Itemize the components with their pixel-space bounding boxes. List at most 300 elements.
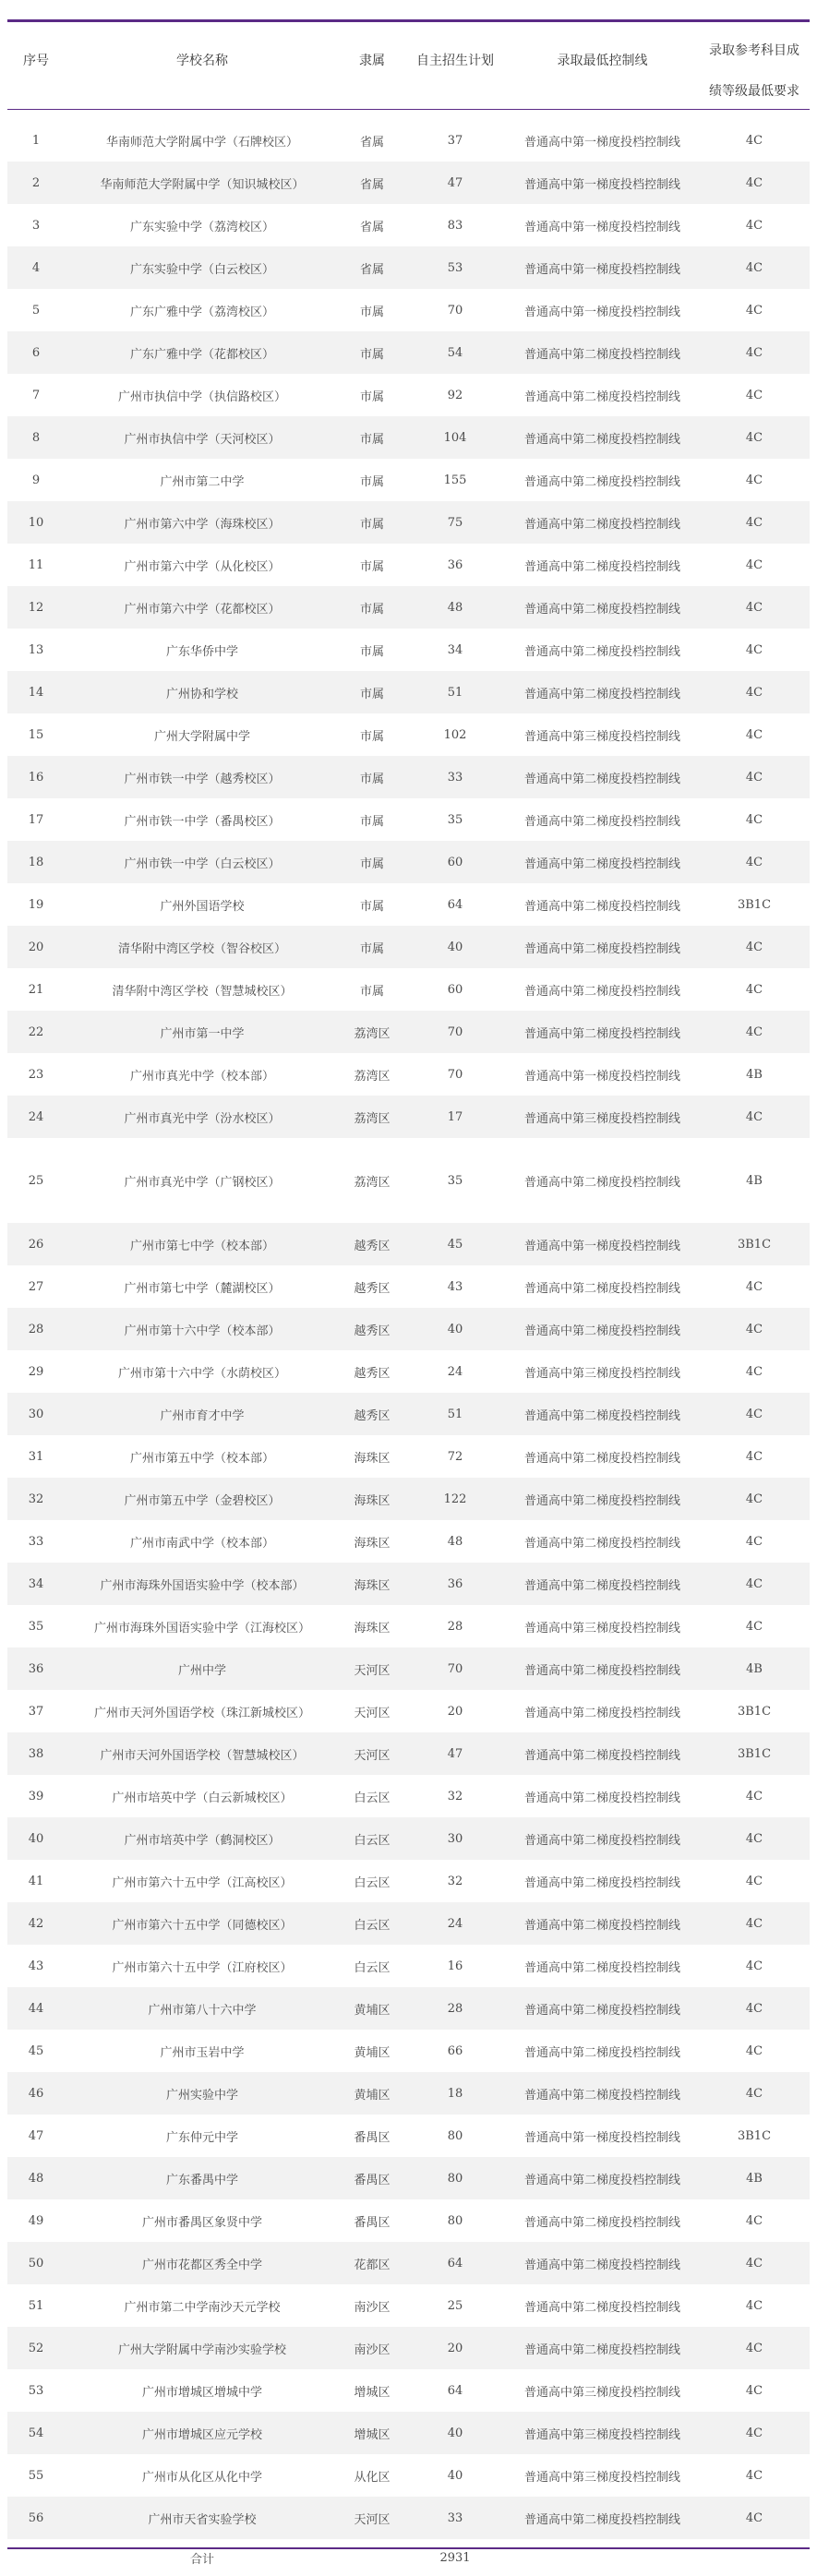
cell-control-line: 普通高中第二梯度投档控制线 xyxy=(523,1175,680,1190)
cell-grade-req: 4C xyxy=(745,1831,763,1846)
cell-school: 广州市真光中学（校本部） xyxy=(129,1069,274,1084)
cell-grade-req: 4C xyxy=(745,2043,763,2058)
cell-plan: 70 xyxy=(447,1024,463,1039)
cell-affiliation: 白云区 xyxy=(354,1875,390,1890)
cell-school: 广州市海珠外国语实验中学（校本部） xyxy=(100,1578,305,1593)
cell-plan: 72 xyxy=(447,1449,463,1464)
cell-school: 广州市第七中学（麓湖校区） xyxy=(124,1281,281,1296)
cell-school: 广东广雅中学（花都校区） xyxy=(129,347,274,362)
cell-control-line: 普通高中第二梯度投档控制线 xyxy=(523,644,680,659)
cell-school: 华南师范大学附属中学（石牌校区） xyxy=(105,135,298,150)
cell-plan: 80 xyxy=(447,2128,463,2143)
cell-school: 广东实验中学（荔湾校区） xyxy=(129,220,274,234)
cell-plan: 53 xyxy=(447,260,463,275)
table-row xyxy=(7,1138,810,1223)
table-row xyxy=(7,2497,810,2539)
cell-plan: 83 xyxy=(447,218,463,233)
cell-control-line: 普通高中第二梯度投档控制线 xyxy=(523,389,680,404)
cell-grade-req: 4C xyxy=(745,1279,763,1294)
cell-seq: 25 xyxy=(28,1173,44,1188)
table-row xyxy=(7,2072,810,2115)
cell-school: 广州市花都区秀全中学 xyxy=(141,2258,262,2272)
cell-grade-req: 4C xyxy=(745,770,763,785)
cell-affiliation: 市属 xyxy=(359,729,384,744)
cell-affiliation: 省属 xyxy=(359,220,384,234)
cell-grade-req: 4C xyxy=(745,473,763,487)
cell-grade-req: 4C xyxy=(745,1576,763,1591)
cell-seq: 42 xyxy=(28,1916,44,1931)
top-rule xyxy=(7,19,810,22)
cell-affiliation: 市属 xyxy=(359,559,384,574)
cell-school: 广州市培英中学（白云新城校区） xyxy=(112,1791,293,1805)
cell-plan: 102 xyxy=(443,727,467,742)
table-row xyxy=(7,1732,810,1775)
table-row xyxy=(7,926,810,968)
table-row xyxy=(7,1393,810,1435)
cell-seq: 40 xyxy=(28,1831,44,1846)
cell-control-line: 普通高中第三梯度投档控制线 xyxy=(523,1111,680,1126)
cell-affiliation: 番禺区 xyxy=(354,2130,390,2145)
cell-plan: 40 xyxy=(447,940,463,954)
cell-grade-req: 4C xyxy=(745,345,763,360)
cell-school: 广州市增城区增城中学 xyxy=(141,2385,262,2400)
cell-control-line: 普通高中第二梯度投档控制线 xyxy=(523,772,680,786)
cell-affiliation: 市属 xyxy=(359,984,384,999)
cell-school: 广州市天河外国语学校（智慧城校区） xyxy=(100,1748,305,1763)
cell-control-line: 普通高中第二梯度投档控制线 xyxy=(523,814,680,829)
cell-plan: 64 xyxy=(447,2256,463,2270)
cell-seq: 27 xyxy=(28,1279,44,1294)
cell-grade-req: 4C xyxy=(745,1789,763,1803)
table-row xyxy=(7,586,810,629)
cell-seq: 33 xyxy=(28,1534,44,1549)
table-row xyxy=(7,1563,810,1605)
cell-affiliation: 天河区 xyxy=(354,1663,390,1678)
cell-affiliation: 天河区 xyxy=(354,1748,390,1763)
cell-affiliation: 市属 xyxy=(359,474,384,489)
table-row xyxy=(7,798,810,841)
empty-cell xyxy=(7,2539,65,2576)
cell-seq: 49 xyxy=(28,2213,44,2228)
cell-plan: 45 xyxy=(447,1237,463,1252)
table-row xyxy=(7,1902,810,1945)
cell-affiliation: 市属 xyxy=(359,305,384,319)
cell-school: 广州市增城区应元学校 xyxy=(141,2427,262,2442)
cell-control-line: 普通高中第三梯度投档控制线 xyxy=(523,2385,680,2400)
cell-grade-req: 4C xyxy=(745,1534,763,1549)
cell-affiliation: 市属 xyxy=(359,644,384,659)
cell-grade-req: 3B1C xyxy=(737,1746,772,1761)
cell-plan: 30 xyxy=(447,1831,463,1846)
cell-seq: 39 xyxy=(28,1789,44,1803)
cell-plan: 92 xyxy=(447,388,463,402)
cell-school: 广州市天省实验学校 xyxy=(148,2512,257,2527)
cell-affiliation: 荔湾区 xyxy=(354,1026,390,1041)
cell-seq: 52 xyxy=(28,2341,44,2355)
cell-affiliation: 市属 xyxy=(359,899,384,914)
cell-affiliation: 市属 xyxy=(359,772,384,786)
cell-control-line: 普通高中第二梯度投档控制线 xyxy=(523,2003,680,2018)
cell-school: 华南师范大学附属中学（知识城校区） xyxy=(100,177,305,192)
cell-school: 广州市真光中学（广钢校区） xyxy=(124,1175,281,1190)
cell-plan: 24 xyxy=(447,1916,463,1931)
cell-control-line: 普通高中第二梯度投档控制线 xyxy=(523,857,680,871)
cell-seq: 41 xyxy=(28,1874,44,1888)
cell-grade-req: 4C xyxy=(745,133,763,148)
cell-seq: 28 xyxy=(28,1322,44,1336)
table-row xyxy=(7,246,810,289)
cell-school: 广州市第八十六中学 xyxy=(148,2003,257,2018)
header-seq: 序号 xyxy=(23,54,49,68)
table-row xyxy=(7,2412,810,2454)
cell-plan: 70 xyxy=(447,1661,463,1676)
cell-plan: 18 xyxy=(447,2086,463,2101)
cell-control-line: 普通高中第二梯度投档控制线 xyxy=(523,602,680,617)
cell-control-line: 普通高中第一梯度投档控制线 xyxy=(523,262,680,277)
cell-plan: 17 xyxy=(447,1109,463,1124)
cell-school: 广州市第六十五中学（同德校区） xyxy=(112,1918,293,1933)
total-label: 合计 xyxy=(189,2552,214,2567)
table-row xyxy=(7,2157,810,2199)
header-control-line: 录取最低控制线 xyxy=(557,54,648,68)
cell-plan: 34 xyxy=(447,642,463,657)
cell-seq: 17 xyxy=(28,812,44,827)
cell-school: 广州市第六十五中学（江高校区） xyxy=(112,1875,293,1890)
cell-grade-req: 4C xyxy=(745,2341,763,2355)
table-row xyxy=(7,416,810,459)
table-row xyxy=(7,713,810,756)
cell-control-line: 普通高中第二梯度投档控制线 xyxy=(523,2088,680,2103)
cell-grade-req: 3B1C xyxy=(737,1237,772,1252)
cell-grade-req: 4C xyxy=(745,812,763,827)
cell-affiliation: 市属 xyxy=(359,389,384,404)
table-row xyxy=(7,1011,810,1053)
bottom-rule xyxy=(7,2547,810,2549)
cell-grade-req: 4C xyxy=(745,515,763,530)
cell-control-line: 普通高中第二梯度投档控制线 xyxy=(523,1281,680,1296)
cell-seq: 2 xyxy=(31,175,41,190)
cell-seq: 9 xyxy=(31,473,41,487)
cell-grade-req: 4C xyxy=(745,2298,763,2313)
cell-affiliation: 南沙区 xyxy=(354,2342,390,2357)
cell-plan: 48 xyxy=(447,1534,463,1549)
cell-school: 广州协和学校 xyxy=(165,687,238,701)
table-row xyxy=(7,1647,810,1690)
cell-grade-req: 3B1C xyxy=(737,2128,772,2143)
cell-plan: 60 xyxy=(447,982,463,997)
table-row xyxy=(7,883,810,926)
cell-school: 广州市第六中学（从化校区） xyxy=(124,559,281,574)
cell-grade-req: 4C xyxy=(745,1322,763,1336)
cell-control-line: 普通高中第二梯度投档控制线 xyxy=(523,559,680,574)
table-row xyxy=(7,2199,810,2242)
cell-plan: 33 xyxy=(447,2510,463,2525)
table-row xyxy=(7,2030,810,2072)
cell-seq: 23 xyxy=(28,1067,44,1082)
cell-grade-req: 4C xyxy=(745,1916,763,1931)
cell-school: 广州市育才中学 xyxy=(160,1408,245,1423)
table-row xyxy=(7,841,810,883)
cell-seq: 13 xyxy=(28,642,44,657)
cell-school: 清华附中湾区学校（智谷校区） xyxy=(117,941,286,956)
cell-plan: 33 xyxy=(447,770,463,785)
cell-school: 广州市第六十五中学（江府校区） xyxy=(112,1960,293,1975)
cell-control-line: 普通高中第二梯度投档控制线 xyxy=(523,517,680,532)
cell-plan: 35 xyxy=(447,812,463,827)
cell-seq: 7 xyxy=(31,388,41,402)
cell-plan: 80 xyxy=(447,2171,463,2186)
cell-seq: 53 xyxy=(28,2383,44,2398)
cell-plan: 43 xyxy=(447,1279,463,1294)
empty-cell xyxy=(340,2539,404,2576)
cell-seq: 6 xyxy=(31,345,41,360)
cell-affiliation: 省属 xyxy=(359,262,384,277)
cell-seq: 8 xyxy=(31,430,41,445)
cell-affiliation: 花都区 xyxy=(354,2258,390,2272)
cell-affiliation: 荔湾区 xyxy=(354,1175,390,1190)
cell-grade-req: 4C xyxy=(745,557,763,572)
table-row xyxy=(7,1478,810,1520)
cell-control-line: 普通高中第一梯度投档控制线 xyxy=(523,305,680,319)
cell-affiliation: 从化区 xyxy=(354,2470,390,2485)
cell-control-line: 普通高中第二梯度投档控制线 xyxy=(523,2045,680,2060)
cell-seq: 3 xyxy=(31,218,41,233)
cell-school: 广州市第六中学（花都校区） xyxy=(124,602,281,617)
cell-control-line: 普通高中第二梯度投档控制线 xyxy=(523,2342,680,2357)
cell-affiliation: 荔湾区 xyxy=(354,1069,390,1084)
cell-control-line: 普通高中第三梯度投档控制线 xyxy=(523,1621,680,1635)
cell-plan: 47 xyxy=(447,175,463,190)
cell-school: 广州实验中学 xyxy=(165,2088,238,2103)
cell-control-line: 普通高中第二梯度投档控制线 xyxy=(523,1578,680,1593)
cell-grade-req: 4C xyxy=(745,260,763,275)
cell-control-line: 普通高中第一梯度投档控制线 xyxy=(523,177,680,192)
cell-control-line: 普通高中第二梯度投档控制线 xyxy=(523,1791,680,1805)
cell-affiliation: 白云区 xyxy=(354,1918,390,1933)
table-row xyxy=(7,1817,810,1860)
cell-school: 清华附中湾区学校（智慧城校区） xyxy=(112,984,293,999)
cell-plan: 40 xyxy=(447,2426,463,2440)
table-row xyxy=(7,1520,810,1563)
cell-seq: 44 xyxy=(28,2001,44,2016)
cell-seq: 14 xyxy=(28,685,44,700)
cell-school: 广州市从化区从化中学 xyxy=(141,2470,262,2485)
cell-seq: 56 xyxy=(28,2510,44,2525)
cell-grade-req: 4C xyxy=(745,2383,763,2398)
header-grade-req-line1: 录取参考科目成 xyxy=(709,43,799,58)
header-affiliation: 隶属 xyxy=(359,54,385,68)
cell-seq: 20 xyxy=(28,940,44,954)
cell-plan: 104 xyxy=(443,430,467,445)
cell-seq: 51 xyxy=(28,2298,44,2313)
cell-control-line: 普通高中第二梯度投档控制线 xyxy=(523,432,680,447)
cell-school: 广州市第五中学（金碧校区） xyxy=(124,1493,281,1508)
cell-school: 广州市第十六中学（水荫校区） xyxy=(117,1366,286,1381)
cell-affiliation: 海珠区 xyxy=(354,1621,390,1635)
cell-plan: 70 xyxy=(447,1067,463,1082)
cell-grade-req: 4C xyxy=(745,685,763,700)
cell-affiliation: 市属 xyxy=(359,814,384,829)
cell-seq: 12 xyxy=(28,600,44,615)
cell-control-line: 普通高中第二梯度投档控制线 xyxy=(523,984,680,999)
cell-affiliation: 市属 xyxy=(359,687,384,701)
table-row xyxy=(7,2115,810,2157)
empty-cell xyxy=(699,2539,810,2576)
cell-affiliation: 增城区 xyxy=(354,2385,390,2400)
table-row xyxy=(7,2327,810,2369)
cell-plan: 28 xyxy=(447,2001,463,2016)
cell-control-line: 普通高中第二梯度投档控制线 xyxy=(523,2258,680,2272)
cell-control-line: 普通高中第一梯度投档控制线 xyxy=(523,220,680,234)
cell-control-line: 普通高中第二梯度投档控制线 xyxy=(523,899,680,914)
cell-control-line: 普通高中第二梯度投档控制线 xyxy=(523,1918,680,1933)
cell-grade-req: 4C xyxy=(745,2213,763,2228)
cell-affiliation: 黄埔区 xyxy=(354,2003,390,2018)
cell-affiliation: 省属 xyxy=(359,135,384,150)
total-row xyxy=(7,2539,810,2576)
cell-seq: 38 xyxy=(28,1746,44,1761)
cell-grade-req: 4C xyxy=(745,1874,763,1888)
cell-grade-req: 4C xyxy=(745,218,763,233)
table-row xyxy=(7,756,810,798)
table-row xyxy=(7,2369,810,2412)
cell-affiliation: 海珠区 xyxy=(354,1493,390,1508)
cell-grade-req: 4C xyxy=(745,2086,763,2101)
table-row xyxy=(7,459,810,501)
cell-school: 广州市执信中学（执信路校区） xyxy=(117,389,286,404)
cell-school: 广州市第二中学 xyxy=(160,474,245,489)
cell-plan: 64 xyxy=(447,2383,463,2398)
table-row xyxy=(7,501,810,544)
table-row xyxy=(7,204,810,246)
cell-grade-req: 4C xyxy=(745,642,763,657)
cell-seq: 19 xyxy=(28,897,44,912)
cell-seq: 46 xyxy=(28,2086,44,2101)
cell-grade-req: 4C xyxy=(745,1492,763,1506)
cell-school: 广州市铁一中学（越秀校区） xyxy=(124,772,281,786)
cell-grade-req: 4C xyxy=(745,1407,763,1421)
cell-school: 广州市培英中学（鹤洞校区） xyxy=(124,1833,281,1848)
cell-seq: 45 xyxy=(28,2043,44,2058)
cell-control-line: 普通高中第二梯度投档控制线 xyxy=(523,1451,680,1466)
cell-school: 广州大学附属中学 xyxy=(153,729,250,744)
cell-seq: 15 xyxy=(28,727,44,742)
table-row xyxy=(7,374,810,416)
cell-seq: 50 xyxy=(28,2256,44,2270)
cell-grade-req: 4C xyxy=(745,2256,763,2270)
cell-control-line: 普通高中第二梯度投档控制线 xyxy=(523,1324,680,1338)
table-row xyxy=(7,2242,810,2284)
total-plan: 2931 xyxy=(439,2550,471,2565)
table-row xyxy=(7,1435,810,1478)
cell-grade-req: 3B1C xyxy=(737,897,772,912)
cell-grade-req: 4C xyxy=(745,1024,763,1039)
header-grade-req-line2: 绩等级最低要求 xyxy=(709,84,799,99)
cell-affiliation: 市属 xyxy=(359,602,384,617)
cell-school: 广州市第七中学（校本部） xyxy=(129,1239,274,1253)
table-row xyxy=(7,1860,810,1902)
cell-school: 广东番禺中学 xyxy=(165,2173,238,2187)
cell-school: 广州外国语学校 xyxy=(160,899,245,914)
cell-plan: 75 xyxy=(447,515,463,530)
cell-grade-req: 4C xyxy=(745,1109,763,1124)
cell-seq: 1 xyxy=(31,133,41,148)
cell-control-line: 普通高中第二梯度投档控制线 xyxy=(523,1960,680,1975)
cell-control-line: 普通高中第二梯度投档控制线 xyxy=(523,2215,680,2230)
cell-grade-req: 4C xyxy=(745,1449,763,1464)
cell-school: 广州市第一中学 xyxy=(160,1026,245,1041)
table-row xyxy=(7,1265,810,1308)
cell-seq: 24 xyxy=(28,1109,44,1124)
table-row xyxy=(7,1308,810,1350)
cell-affiliation: 南沙区 xyxy=(354,2300,390,2315)
cell-plan: 20 xyxy=(447,2341,463,2355)
cell-seq: 32 xyxy=(28,1492,44,1506)
cell-affiliation: 越秀区 xyxy=(354,1408,390,1423)
cell-affiliation: 白云区 xyxy=(354,1791,390,1805)
cell-plan: 36 xyxy=(447,557,463,572)
table-row xyxy=(7,1605,810,1647)
cell-seq: 16 xyxy=(28,770,44,785)
cell-plan: 36 xyxy=(447,1576,463,1591)
cell-plan: 47 xyxy=(447,1746,463,1761)
cell-affiliation: 越秀区 xyxy=(354,1281,390,1296)
cell-seq: 10 xyxy=(28,515,44,530)
table-row xyxy=(7,331,810,374)
cell-affiliation: 番禺区 xyxy=(354,2173,390,2187)
cell-grade-req: 4C xyxy=(745,855,763,869)
cell-school: 广州市第十六中学（校本部） xyxy=(124,1324,281,1338)
cell-grade-req: 4C xyxy=(745,1619,763,1634)
table-header xyxy=(7,28,810,110)
cell-affiliation: 越秀区 xyxy=(354,1366,390,1381)
cell-grade-req: 4C xyxy=(745,2426,763,2440)
cell-control-line: 普通高中第二梯度投档控制线 xyxy=(523,474,680,489)
cell-control-line: 普通高中第二梯度投档控制线 xyxy=(523,2173,680,2187)
cell-affiliation: 黄埔区 xyxy=(354,2045,390,2060)
cell-affiliation: 番禺区 xyxy=(354,2215,390,2230)
cell-school: 广州市番禺区象贤中学 xyxy=(141,2215,262,2230)
cell-school: 广州大学附属中学南沙实验学校 xyxy=(117,2342,286,2357)
cell-plan: 64 xyxy=(447,897,463,912)
cell-seq: 22 xyxy=(28,1024,44,1039)
cell-grade-req: 4C xyxy=(745,600,763,615)
cell-affiliation: 荔湾区 xyxy=(354,1111,390,1126)
cell-control-line: 普通高中第三梯度投档控制线 xyxy=(523,2470,680,2485)
cell-school: 广东实验中学（白云校区） xyxy=(129,262,274,277)
cell-grade-req: 4B xyxy=(746,2171,763,2186)
cell-seq: 34 xyxy=(28,1576,44,1591)
cell-control-line: 普通高中第二梯度投档控制线 xyxy=(523,1408,680,1423)
cell-control-line: 普通高中第二梯度投档控制线 xyxy=(523,1706,680,1720)
cell-control-line: 普通高中第三梯度投档控制线 xyxy=(523,1366,680,1381)
cell-plan: 60 xyxy=(447,855,463,869)
cell-control-line: 普通高中第二梯度投档控制线 xyxy=(523,2512,680,2527)
table-row xyxy=(7,1350,810,1393)
cell-grade-req: 4C xyxy=(745,982,763,997)
table-row xyxy=(7,119,810,162)
cell-affiliation: 增城区 xyxy=(354,2427,390,2442)
header-plan: 自主招生计划 xyxy=(416,54,494,68)
cell-grade-req: 4C xyxy=(745,2510,763,2525)
cell-plan: 51 xyxy=(447,1407,463,1421)
cell-grade-req: 4B xyxy=(746,1173,763,1188)
cell-school: 广州市铁一中学（白云校区） xyxy=(124,857,281,871)
cell-plan: 51 xyxy=(447,685,463,700)
cell-control-line: 普通高中第一梯度投档控制线 xyxy=(523,2130,680,2145)
cell-school: 广州市天河外国语学校（珠江新城校区） xyxy=(93,1706,310,1720)
table-row xyxy=(7,671,810,713)
